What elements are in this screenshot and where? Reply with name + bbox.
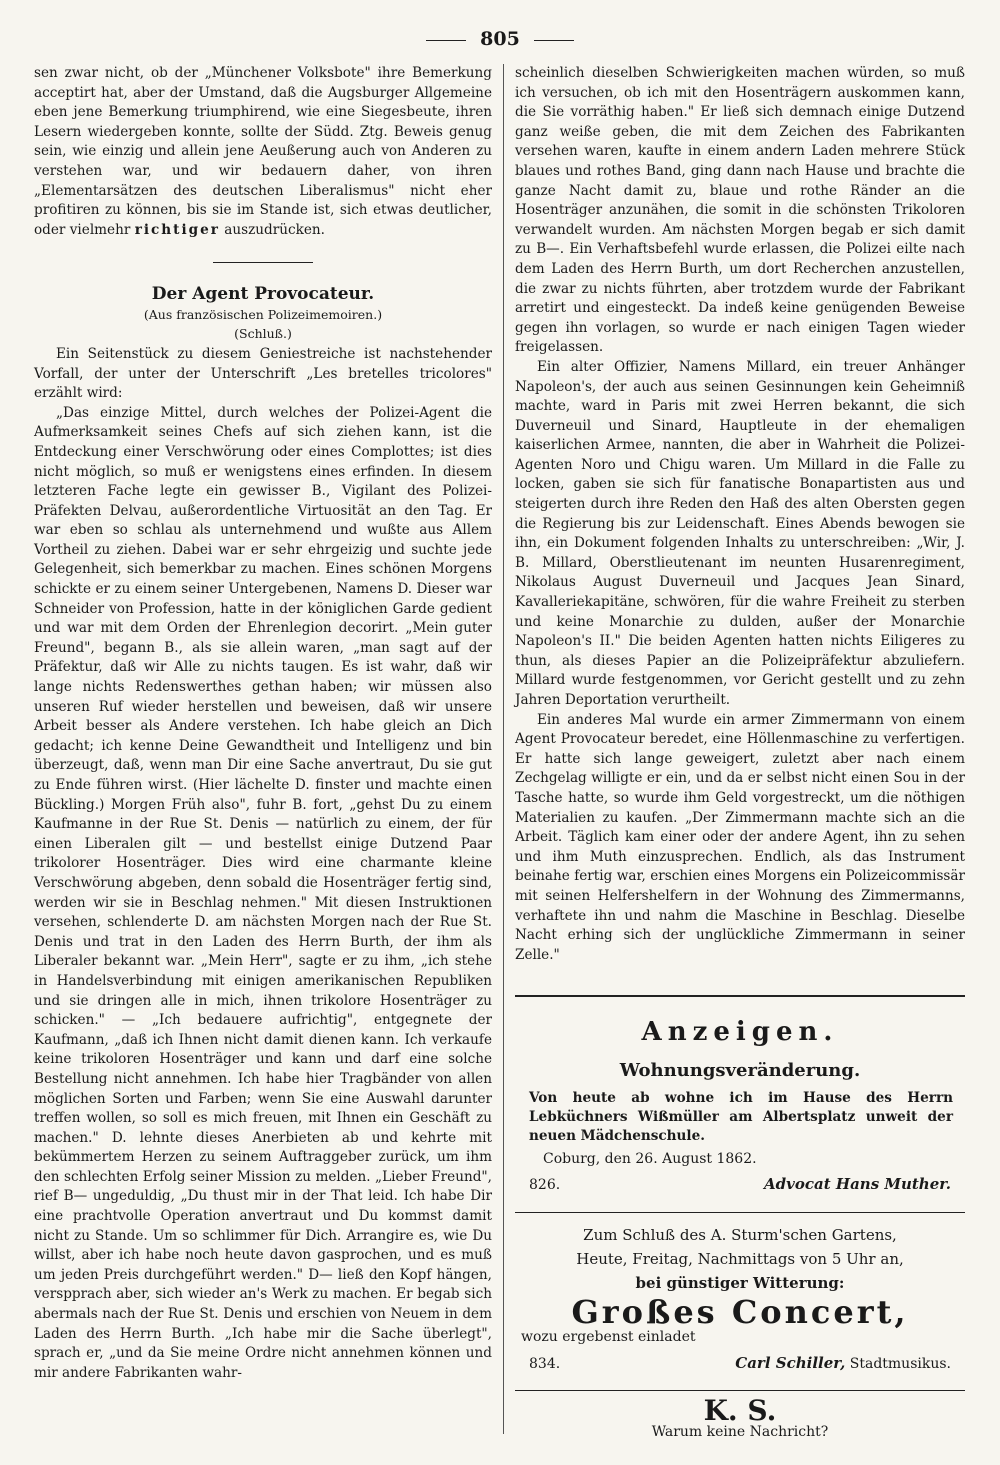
intro-emphasis: richtiger <box>134 221 220 238</box>
ad-separator <box>515 1390 965 1391</box>
concert-line-3: bei günstiger Witterung: <box>635 1273 845 1292</box>
article-subtitle: (Aus französischen Polizeimemoiren.) <box>143 306 383 322</box>
right-column <box>515 64 965 1443</box>
concert-signature: Carl Schiller, <box>735 1353 846 1372</box>
advertisements-section <box>515 995 965 1442</box>
notice-place-date: Coburg, den 26. August 1862. <box>543 1150 757 1167</box>
page-number-rule-right <box>534 40 574 41</box>
ks-notice-question: Warum keine Nachricht? <box>651 1424 829 1441</box>
ad-separator <box>515 1212 965 1213</box>
notice-body: Von heute ab wohne ich im Hause des Herrn Lebküchners Wißmüller am Albertsplatz unweit der neuen Mädchenschule. <box>529 1089 953 1144</box>
page-number-header <box>0 28 1000 50</box>
ads-heading: Anzeigen. <box>641 1017 839 1048</box>
notice-title: Wohnungsveränderung. <box>619 1059 861 1081</box>
concert-line-2: Heute, Freitag, Nachmittags von 5 Uhr an, <box>576 1249 904 1268</box>
concert-signature-line <box>515 1354 965 1375</box>
section-divider <box>213 262 313 263</box>
column-divider <box>503 64 504 1434</box>
concert-number: 834. <box>529 1355 561 1372</box>
ads-top-rule <box>515 995 965 997</box>
notice-signature: Advocat Hans Muther. <box>764 1175 951 1194</box>
concert-invite: wozu ergebenst einladet <box>521 1329 696 1346</box>
page-number: 805 <box>480 28 520 50</box>
intro-end: auszudrücken. <box>224 221 325 238</box>
article-title: Der Agent Provocateur. <box>151 284 375 305</box>
notice-place-date-line <box>515 1150 965 1170</box>
concert-line-1: Zum Schluß des A. Sturm'schen Gartens, <box>583 1225 897 1244</box>
intro-text: sen zwar nicht, ob der „Münchener Volksbote" ihre Bemerkung acceptirt hat, aber der Umstand, daß die Augsburger Allgemeine eben jene Bemerkung triumphirend, wie eine Siegesbeute, ihren Lesern wiedergeben konnte, sollte der Südd. Ztg. Beweis genug sein, wie einzig und allein jene Aeußerung auch von Anderen zu verstehen war, und wir bedauern daher, von ihren „Elementarsätzen des deutschen Liberalismus" nicht eher profitiren zu können, bis sie im Stande ist, sich etwas deutlicher, oder vielmehr <box>34 65 492 238</box>
article-paragraph: Ein anderes Mal wurde ein armer Zimmermann von einem Agent Provocateur beredet, eine Höllenmaschine zu verfertigen. Er hatte sich lange geweigert, zuletzt aber nach einem Zechgelag willigte er ein, und da er selbst nicht einen Sou in der Tasche hatte, so wurde ihm Geld vorgestreckt, um die nöthigen Materialien zu kaufen. „Der Zimmermann machte sich an die Arbeit. Täglich kam einer oder der andere Agent, ihn zu sehen und ihm Muth einzusprechen. Endlich, als das Instrument beinahe fertig war, erschien eines Morgens ein Polizeicommissär mit seinen Helfershelfern in der Wohnung des Zimmermanns, verhaftete ihn und nahm die Maschine in Beschlag. Dieselbe Nacht erhing sich der unglückliche Zimmermann in seiner Zelle." <box>515 711 965 963</box>
page-number-rule-left <box>426 40 466 41</box>
notice-signature-line <box>515 1175 965 1196</box>
notice-number: 826. <box>529 1177 561 1194</box>
concert-signature-role: Stadtmusikus. <box>849 1355 951 1372</box>
article-continuation-note: (Schluß.) <box>234 325 292 341</box>
left-column <box>34 64 492 1383</box>
article-paragraph: Ein Seitenstück zu diesem Geniestreiche ist nachstehender Vorfall, der unter der Unterschrift „Les bretelles tricolores" erzählt wird: <box>34 345 492 402</box>
article-paragraph: Ein alter Offizier, Namens Millard, ein treuer Anhänger Napoleon's, der auch aus seinen Gesinnungen kein Geheimniß machte, ward in Paris mit zwei Herren bekannt, die sich Duverneuil und Sinard, Hauptleute in der ehemaligen kaiserlichen Armee, nannten, die aber in Wahrheit die Polizei-Agenten Noro und Chigu waren. Um Millard in die Falle zu locken, gaben sie sich für fanatische Bonapartisten aus und steigerten durch ihre Reden den Haß des alten Obersten gegen die Regierung bis zur Leidenschaft. Eines Abends bewogen sie ihn, ein Dokument folgenden Inhalts zu unterschreiben: „Wir, J. B. Millard, Oberstlieutenant im neunten Husarenregiment, Nikolaus August Duverneuil und Jacques Jean Sinard, Kavalleriekapitäne, schwören, für die wahre Freiheit zu sterben und keine Monarchie zu dulden, außer der Monarchie Napoleon's II." Die beiden Agenten hatten nichts Eiligeres zu thun, als dieses Papier an die Polizeipräfektur abzuliefern. Millard wurde festgenommen, vor Gericht gestellt und zu zehn Jahren Deportation verurtheilt. <box>515 358 965 708</box>
article-paragraph: scheinlich dieselben Schwierigkeiten machen würden, so muß ich versuchen, ob ich mit den Hosenträgern auskommen kann, die Sie vorräthig haben." Er ließ sich demnach einige Dutzend ganz weiße geben, die mit dem Zeichen des Fabrikanten versehen waren, kaufte in einem andern Laden mehrere Stück blaues und rothes Band, ging dann nach Hause und brachte die ganze Nacht damit zu, blaue und rothe Ränder an die Hosenträger anzunähen, die somit in die schönsten Trikoloren verwandelt wurden. Am nächsten Morgen begab er sich damit zu B—. Ein Verhaftsbefehl wurde erlassen, die Polizei eilte nach dem Laden des Herrn Burth, um dort Recherchen anzustellen, die zwar zu nichts führten, aber trotzdem wurde der Fabrikant arretirt und eingesteckt. Da indeß keine genügenden Beweise gegen ihn vorlagen, so wurde er nach einigen Tagen wieder freigelassen. <box>515 65 965 356</box>
intro-paragraph <box>34 64 492 240</box>
ks-notice-title: K. S. <box>703 1394 777 1428</box>
concert-title: Großes Concert, <box>571 1292 909 1331</box>
concert-signature-block <box>735 1354 951 1375</box>
article-paragraph: „Das einzige Mittel, durch welches der Polizei-Agent die Aufmerksamkeit seines Chefs auf sich ziehen kann, ist die Entdeckung einer Verschwörung oder eines Complottes; ist dies nicht möglich, so muß er wenigstens eines erfinden. In diesem letzteren Fache legte ein gewisser B., Vigilant des Polizei-Präfekten Delvau, außerordentliche Virtuosität an den Tag. Er war eben so schlau als unternehmend und wußte aus Allem Vortheil zu ziehen. Dabei war er sehr ehrgeizig und suchte jede Gelegenheit, sich bemerkbar zu machen. Eines schönen Morgens schickte er zu einem seiner Untergebenen, Namens D. Dieser war Schneider von Profession, hatte in der königlichen Garde gedient und war mit dem Orden der Ehrenlegion decorirt. „Mein guter Freund", begann B., als sie allein waren, „man sagt auf der Präfektur, daß wir Alle zu nichts taugen. Es ist wahr, daß wir lange nichts Redenswerthes gethan haben; wir müssen also unseren Ruf wieder herstellen und beweisen, daß wir unsere Arbeit besser als Andere verstehen. Ich habe gleich an Dich gedacht; ich kenne Deine Gewandtheit und Intelligenz und bin überzeugt, daß, wenn man Dir eine Sache anvertraut, Du sie gut zu Ende führen wirst. (Hier lächelte D. finster und machte einen Bückling.) Morgen Früh also", fuhr B. fort, „gehst Du zu einem Kaufmanne in der Rue St. Denis — natürlich zu einem, der für einen Liberalen gilt — und bestellst einige Dutzend Paar trikolorer Hosenträger. Dies wird eine charmante kleine Verschwörung abgeben, denn sobald die Hosenträger fertig sind, werden wir sie in Beschlag nehmen." Mit diesen Instruktionen versehen, schlenderte D. am nächsten Morgen nach der Rue St. Denis und trat in den Laden des Herrn Burth, der ihm als Liberaler bekannt war. „Mein Herr", sagte er zu ihm, „ich stehe in Handelsverbindung mit einigen amerikanischen Republiken und sie dringen alle in mich, ihnen trikolore Hosenträger zu schicken." — „Ich bedauere aufrichtig", entgegnete der Kaufmann, „daß ich Ihnen nicht damit dienen kann. Ich verkaufe keine trikoloren Hosenträger und kann und darf eine solche Bestellung nicht annehmen. Ich habe hier Tragbänder von allen möglichen Sorten und Farben; wenn Sie eine Auswahl darunter treffen wollen, so soll es mich freuen, mit Ihnen ein Geschäft zu machen." D. lehnte dieses Anerbieten ab und kehrte mit bekümmertem Herzen zu seinem Auftraggeber zurück, um ihm den schlechten Erfolg seiner Mission zu melden. „Lieber Freund", rief B— ungeduldig, „Du thust mir in der That leid. Ich habe Dir eine prachtvolle Operation anvertraut und Du kommst damit nicht zu Stande. Um so schlimmer für Dich. Arrangire es, wie Du willst, aber ich habe noch heute davon gasprochen, und es muß um jeden Preis durchgeführt werden." D— ließ den Kopf hängen, verspprach aber, sich wieder an's Werk zu machen. Er begab sich abermals nach der Rue St. Denis und erschien von Neuem in dem Laden des Herrn Burth. „Ich habe mir die Sache überlegt", sprach er, „und da Sie meine Ordre nicht annehmen können und mir andere Fabrikanten wahr- <box>34 404 492 1381</box>
